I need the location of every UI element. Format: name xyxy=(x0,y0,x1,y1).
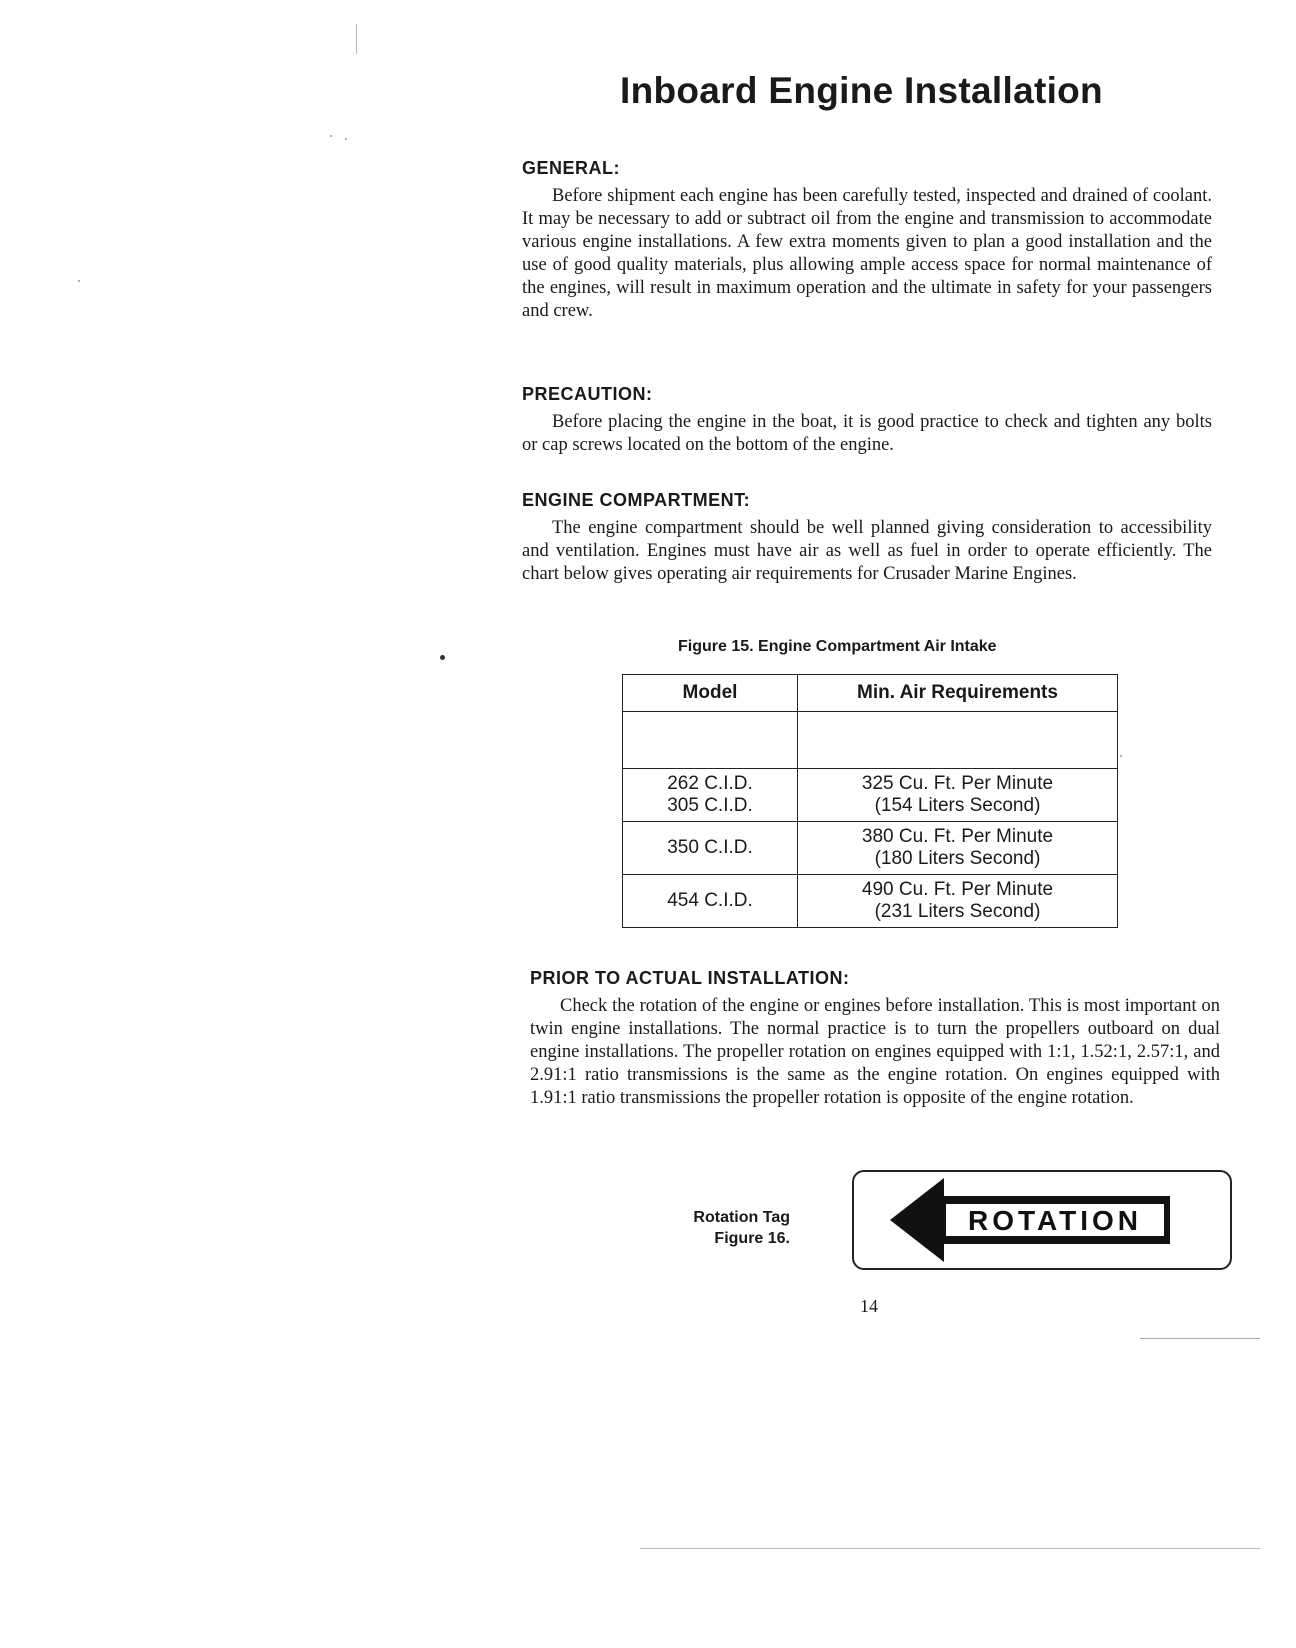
figure-16-title: Rotation Tag xyxy=(693,1209,790,1226)
table-header-row xyxy=(623,675,1118,712)
section-text: Check the rotation of the engine or engines before installation. This is most important on twin engine installations. The normal practice is to turn the propellers outboard on dual engine installations. The propeller rotation on engines equipped with 1:1, 1.52:1, 2.57:1, and 2.91:1 ratio transmissions is the same as the engine rotation. On engines equipped with 1.91:1 ratio transmissions the propeller rotation is opposite of the engine rotation. xyxy=(530,996,1220,1108)
section-prior-installation xyxy=(530,968,1220,1110)
scan-speck xyxy=(345,138,347,140)
air-cell xyxy=(798,822,1118,875)
model-value: 305 C.I.D. xyxy=(667,795,753,816)
section-engine-compartment xyxy=(522,490,1212,586)
model-cell xyxy=(623,822,798,875)
model-value: 262 C.I.D. xyxy=(667,773,753,794)
figure-16-label xyxy=(660,1207,790,1249)
page-title: Inboard Engine Installation xyxy=(620,70,1103,111)
model-cell xyxy=(623,875,798,928)
header-model: Model xyxy=(623,675,798,712)
section-heading: GENERAL: xyxy=(522,158,620,178)
scan-speck xyxy=(1140,1338,1260,1339)
scan-speck xyxy=(356,24,357,54)
table-row xyxy=(623,822,1118,875)
scan-speck xyxy=(640,1548,1260,1549)
table-cell xyxy=(623,712,798,769)
scan-speck xyxy=(1120,755,1122,757)
air-cell xyxy=(798,875,1118,928)
air-value-metric: (180 Liters Second) xyxy=(874,848,1041,869)
page-number: 14 xyxy=(860,1296,878,1316)
air-requirements-table xyxy=(622,674,1118,928)
section-heading: ENGINE COMPARTMENT: xyxy=(522,490,751,510)
table-row-blank xyxy=(623,712,1118,769)
model-cell xyxy=(623,769,798,822)
header-min-air: Min. Air Requirements xyxy=(798,675,1118,712)
scan-speck xyxy=(330,135,332,137)
model-value: 454 C.I.D. xyxy=(667,890,753,911)
air-value: 325 Cu. Ft. Per Minute xyxy=(861,773,1054,794)
rotation-tag-text: ROTATION xyxy=(967,1205,1143,1236)
figure-16-number: Figure 16. xyxy=(714,1230,790,1247)
table-row xyxy=(623,875,1118,928)
section-general xyxy=(522,158,1212,323)
section-text: Before placing the engine in the boat, it is good practice to check and tighten any bolts or cap screws located on the bottom of the engine. xyxy=(522,412,1212,455)
section-heading: PRIOR TO ACTUAL INSTALLATION: xyxy=(530,968,850,988)
air-cell xyxy=(798,769,1118,822)
table-row xyxy=(623,769,1118,822)
rotation-tag xyxy=(852,1170,1232,1270)
scan-speck xyxy=(440,655,445,660)
section-text: Before shipment each engine has been carefully tested, inspected and drained of coolant. It may be necessary to add or subtract oil from the engine and transmission to accommodate various engine installations. A few extra moments given to plan a good installation and the use of good quality materials, plus allowing ample access space for normal maintenance of the engines, will result in maximum operation and the ultimate in safety for your passengers and crew. xyxy=(522,186,1212,321)
air-value: 380 Cu. Ft. Per Minute xyxy=(861,826,1054,847)
figure-15-caption: Figure 15. Engine Compartment Air Intake xyxy=(678,638,997,655)
section-text: The engine compartment should be well planned giving consideration to accessibility and ventilation. Engines must have air as well as fuel in order to operate efficiently. The chart below gives operating air requirements for Crusader Marine Engines. xyxy=(522,518,1212,584)
model-value: 350 C.I.D. xyxy=(667,837,753,858)
section-heading: PRECAUTION: xyxy=(522,384,653,404)
section-precaution xyxy=(522,384,1212,457)
scan-speck xyxy=(78,280,80,282)
table-cell xyxy=(798,712,1118,769)
air-value-metric: (231 Liters Second) xyxy=(874,901,1041,922)
rotation-arrow-icon xyxy=(854,1172,1230,1268)
air-value-metric: (154 Liters Second) xyxy=(874,795,1041,816)
air-value: 490 Cu. Ft. Per Minute xyxy=(861,879,1054,900)
